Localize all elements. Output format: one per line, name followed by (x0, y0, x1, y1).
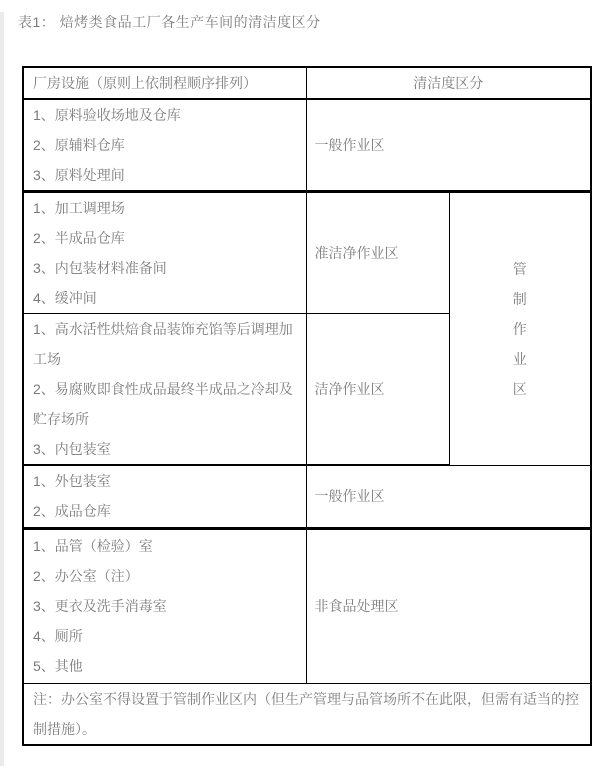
header-cleanliness: 清洁度区分 (306, 67, 591, 99)
zone-cell-non-food: 非食品处理区 (306, 528, 591, 683)
facility-item: 3、内包装材料准备间 (33, 260, 167, 276)
facility-item: 5、其他 (33, 658, 83, 674)
facility-list-cell (23, 99, 306, 192)
facility-item: 2、成品仓库 (33, 503, 111, 520)
table-header-row (23, 67, 591, 99)
table-footnote: 注：办公室不得设置于管制作业区内（但生产管理与品管场所不在此限，但需有适当的控制措施）。 (23, 683, 591, 745)
facility-item: 3、内包装室 (33, 441, 111, 457)
facility-list-cell (23, 314, 306, 466)
facility-item: 2、易腐败即食性成品最终半成品之冷却及贮存场所 (33, 381, 293, 427)
facility-item: 2、原辅料仓库 (33, 137, 125, 153)
zone-cell-clean: 洁净作业区 (306, 314, 449, 466)
facility-item: 2、办公室（注） (33, 568, 139, 584)
facility-list-cell (23, 528, 306, 683)
header-facilities: 厂房设施（原则上依制程顺序排列） (23, 67, 306, 99)
facility-item: 4、缓冲间 (33, 290, 97, 306)
table-row-non-food (23, 528, 591, 683)
zone-cell-controlled (449, 192, 591, 466)
controlled-zone-vertical-label: 管制作业区 (512, 260, 527, 397)
facility-item: 1、外包装室 (33, 473, 111, 490)
facility-list-cell (23, 192, 306, 314)
zone-cell-general-2: 一般作业区 (306, 465, 591, 528)
facility-item: 1、原料验收场地及仓库 (33, 107, 181, 123)
zone-cell-general-1: 一般作业区 (306, 99, 591, 192)
facility-item: 3、更衣及洗手消毒室 (33, 598, 167, 614)
page-title: 表1： 焙烤类食品工厂各生产车间的清洁度区分 (18, 14, 321, 30)
zone-cell-quasi-clean: 准洁净作业区 (306, 192, 449, 314)
facility-item: 1、品管（检验）室 (33, 538, 153, 554)
facility-item: 1、高水活性烘焙食品装饰充馅等后调理加工场 (33, 321, 293, 367)
table-note-row (23, 683, 591, 745)
facility-list-cell (23, 465, 306, 528)
table-row-packaging (23, 465, 591, 528)
facility-item: 1、加工调理场 (33, 200, 125, 216)
facility-item: 4、厕所 (33, 628, 83, 644)
facility-item: 2、半成品仓库 (33, 230, 125, 246)
page-edge-strip (0, 12, 4, 766)
cleanliness-zone-table (22, 66, 592, 746)
facility-item: 3、原料处理间 (33, 167, 125, 183)
table-row-raw-materials (23, 99, 591, 192)
table-row-processing (23, 192, 591, 314)
